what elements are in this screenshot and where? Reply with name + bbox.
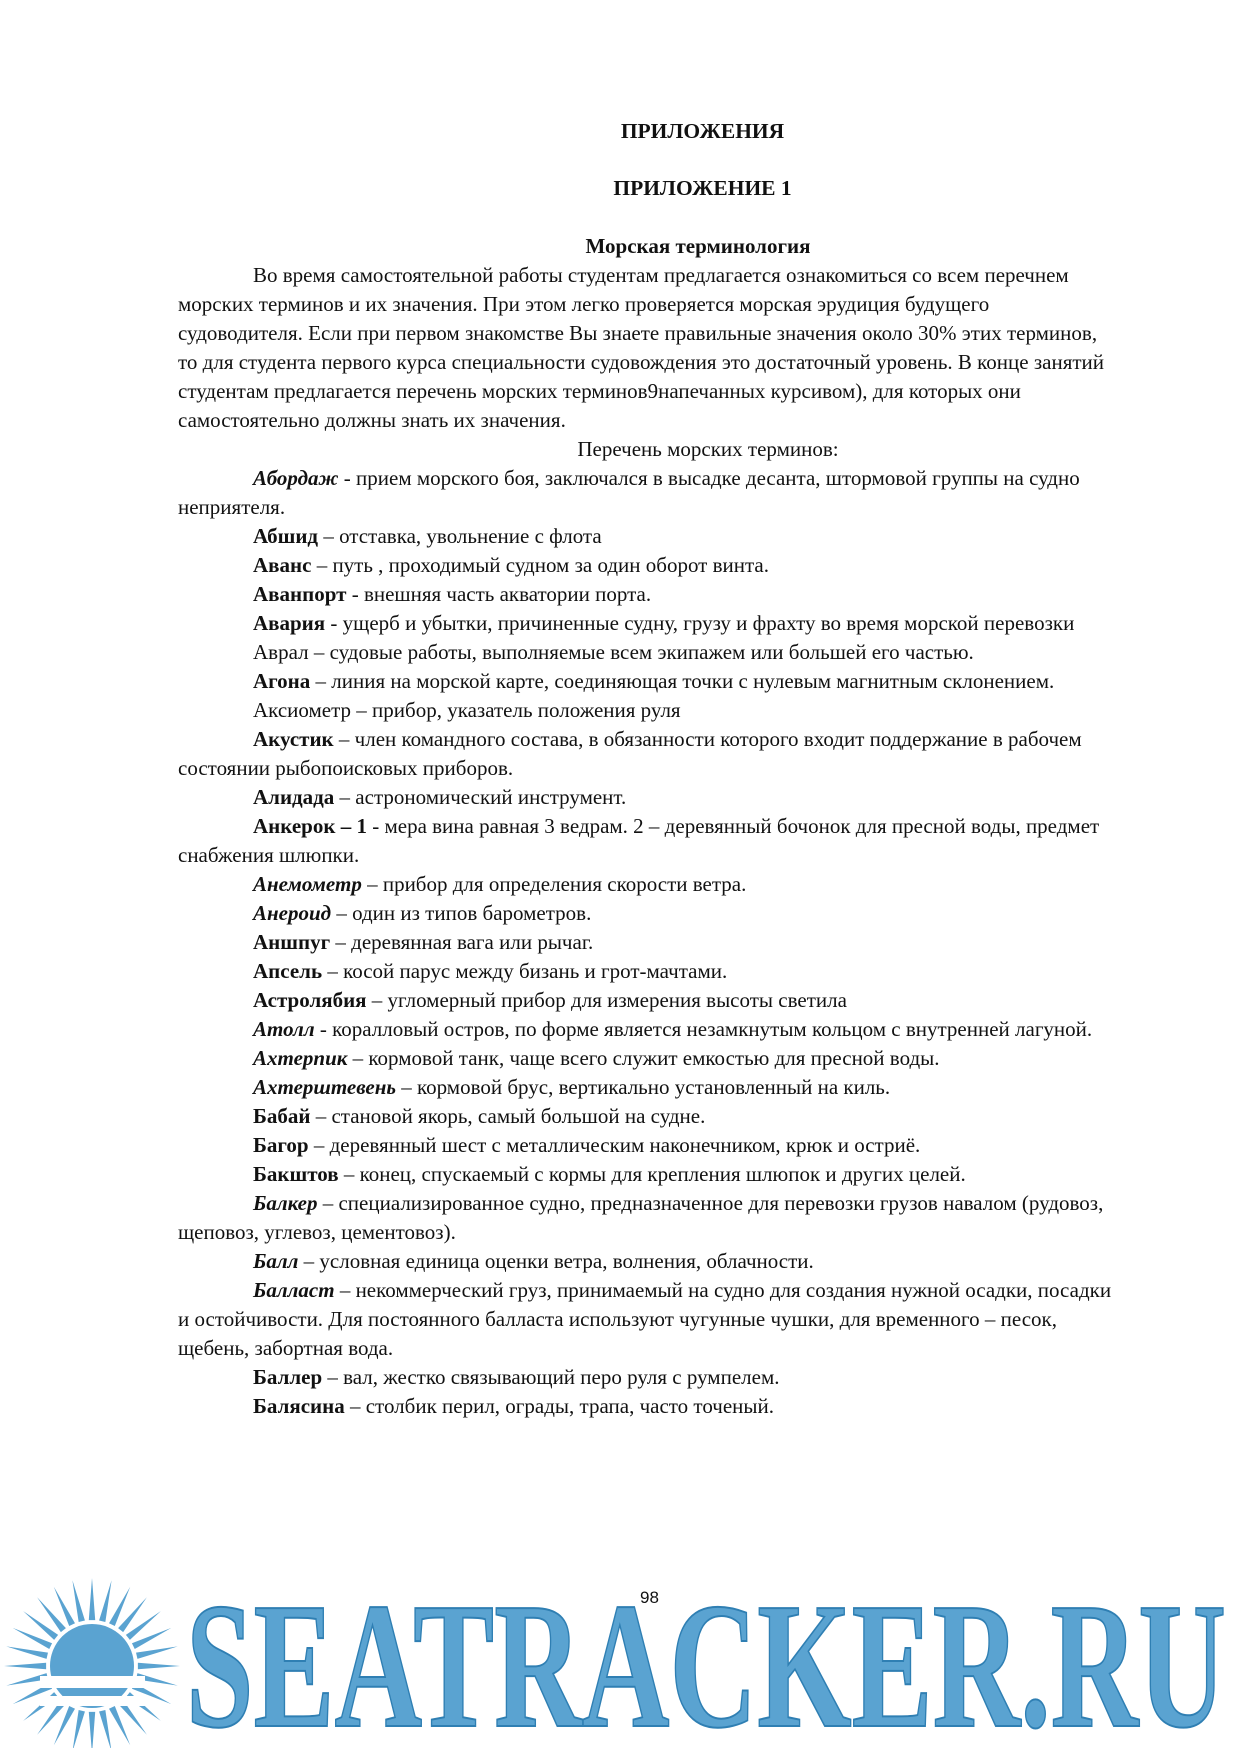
term-definition: деревянный шест с металлическим наконечником, крюк и остриё. [329,1133,921,1157]
term-definition: коралловый остров, по форме является незамкнутым кольцом с внутренней лагуной. [332,1017,1093,1041]
term-separator: – [366,988,388,1012]
term-entry [178,783,1118,812]
term-definition: конец, спускаемый с кормы для крепления шлюпок и других целей. [359,1162,966,1186]
term-name: Балкер [253,1191,318,1215]
term-name: Ахтерпик [253,1046,348,1070]
term-separator: – [333,727,355,751]
term-definition: ущерб и убытки, причиненные судну, грузу и фрахту во время морской перевозки [342,611,1075,635]
term-separator: – [298,1249,320,1273]
term-definition: один из типов барометров. [352,901,592,925]
term-definition: линия на морской карте, соединяющая точки с нулевым магнитным склонением. [331,669,1055,693]
page-number: 98 [640,1588,659,1607]
term-name: Агона [253,669,311,693]
term-entry [178,1015,1118,1044]
term-separator: – [331,901,353,925]
term-name: Баллер [253,1365,323,1389]
term-entry [178,696,1118,725]
term-definition: прием морского боя, заключался в высадке десанта, штормовой группы на судно неприятеля. [178,466,1080,519]
term-name: Ахтерштевень [253,1075,396,1099]
appendix-1-heading: ПРИЛОЖЕНИЕ 1 [613,176,792,200]
term-definition: астрономический инструмент. [355,785,627,809]
term-entry [178,1131,1118,1160]
term-name: Абшид [253,524,319,548]
term-entry [178,580,1118,609]
term-entry [178,522,1118,551]
term-name: Астролябия [253,988,367,1012]
term-name: Абордаж [253,466,339,490]
term-separator: - [346,582,364,606]
term-entry [178,1276,1118,1363]
term-definition: кормовой брус, вертикально установленный на киль. [416,1075,891,1099]
term-name: Авария [253,611,326,635]
term-separator: – [310,1104,332,1128]
term-separator: – [310,669,332,693]
term-definition: угломерный прибор для измерения высоты светила [387,988,847,1012]
term-separator: – [308,1133,330,1157]
term-separator: – [395,1075,417,1099]
term-name: Апсель [253,959,323,983]
term-separator: – [322,1365,344,1389]
term-definition: некоммерческий груз, принимаемый на судно для создания нужной осадки, посадки и остойчивости. Для постоянного балласта используют чугунные чушки, для временного – песок, щебень, забортная вода. [178,1278,1112,1360]
term-separator: - [325,611,343,635]
term-name: Анкерок – 1 [253,814,367,838]
term-separator: – [334,785,356,809]
term-entry [178,928,1118,957]
term-separator: – [317,1191,339,1215]
term-separator: - [314,1017,333,1041]
term-name: Анероид [253,901,332,925]
terms-list-title: Перечень морских терминов: [577,437,839,461]
term-entry [178,870,1118,899]
document-body [178,232,1118,1421]
term-definition: условная единица оценки ветра, волнения, облачности. [319,1249,814,1273]
term-entry [178,464,1118,522]
term-definition: прибор для определения скорости ветра. [382,872,747,896]
watermark-wordmark [186,1568,1226,1738]
term-definition: вал, жестко связывающий перо руля с румпелем. [343,1365,780,1389]
term-entry [178,725,1118,783]
term-separator: – [322,959,344,983]
term-entry [178,986,1118,1015]
term-name: Аншпуг [253,930,331,954]
term-name: Бакштов [253,1162,339,1186]
intro-paragraph: Во время самостоятельной работы студентам предлагается ознакомиться со всем перечнем морских терминов и их значения. При этом легко проверяется морская эрудиция будущего судоводителя. Если при первом знакомстве Вы знаете правильные значения около 30% этих терминов, то для студента первого курса специальности судовождения это достаточный уровень. В конце занятий студентам предлагается перечень морских терминов9напечанных курсивом), для которых они самостоятельно должны знать их значения. [178,263,1105,432]
term-name: Аванпорт [253,582,347,606]
term-definition: внешняя часть акватории порта. [363,582,652,606]
term-separator: – [311,553,333,577]
term-entry [178,1044,1118,1073]
term-entry [178,1189,1118,1247]
term-definition: косой парус между бизань и грот-мачтами. [343,959,728,983]
term-separator: – [338,1162,360,1186]
term-name: Акустик [253,727,334,751]
term-separator: - [338,466,357,490]
term-separator: – [361,872,383,896]
term-entry [178,1392,1118,1421]
term-definition: деревянная вага или рычаг. [351,930,594,954]
term-definition: отставка, увольнение с флота [339,524,602,548]
term-entry [178,638,1118,667]
term-entry [178,1160,1118,1189]
term-name: Атолл [253,1017,315,1041]
term-separator: – [330,930,352,954]
term-name: Анемометр [253,872,362,896]
term-definition: кормовой танк, чаще всего служит емкостью для пресной воды. [368,1046,940,1070]
term-entry [178,551,1118,580]
term-definition: становой якорь, самый большой на судне. [331,1104,706,1128]
section-title: Морская терминология [585,234,811,258]
term-entry [178,957,1118,986]
term-separator: – [318,524,340,548]
appendices-heading: ПРИЛОЖЕНИЯ [620,119,785,143]
term-definition: столбик перил, ограды, трапа, часто точеный. [365,1394,775,1418]
term-definition: член командного состава, в обязанности которого входит поддержание в рабочем состоянии рыбопоисковых приборов. [178,727,1082,780]
term-separator: - [366,814,385,838]
term-name: Балясина [253,1394,345,1418]
sun-logo-icon [0,1578,185,1748]
term-name: Балласт [253,1278,335,1302]
term-definition: мера вина равная 3 ведрам. 2 – деревянный бочонок для пресной воды, предмет снабжения шлюпки. [178,814,1100,867]
term-entry [178,609,1118,638]
term-name: Багор [253,1133,309,1157]
term-entry [178,812,1118,870]
term-separator: – [334,1278,356,1302]
term-separator: – [347,1046,369,1070]
term-definition: Аврал – судовые работы, выполняемые всем экипажем или большей его частью. [253,640,974,664]
term-entry [178,899,1118,928]
term-entry [178,1363,1118,1392]
term-entry [178,1073,1118,1102]
watermark-footer [0,1548,1240,1754]
term-definition: Аксиометр – прибор, указатель положения руля [253,698,681,722]
term-name: Бабай [253,1104,311,1128]
term-entry [178,1247,1118,1276]
term-name: Аванс [253,553,312,577]
term-name: Балл [253,1249,299,1273]
term-entry [178,1102,1118,1131]
term-definition: специализированное судно, предназначенное для перевозки грузов навалом (рудовоз, щеповоз, углевоз, цементовоз). [178,1191,1104,1244]
term-entry [178,667,1118,696]
terms-list [178,464,1118,1421]
watermark-text: SEATRACKER.RU [186,1568,1226,1738]
term-separator: – [344,1394,366,1418]
term-name: Алидада [253,785,335,809]
term-definition: путь , проходимый судном за один оборот винта. [332,553,769,577]
